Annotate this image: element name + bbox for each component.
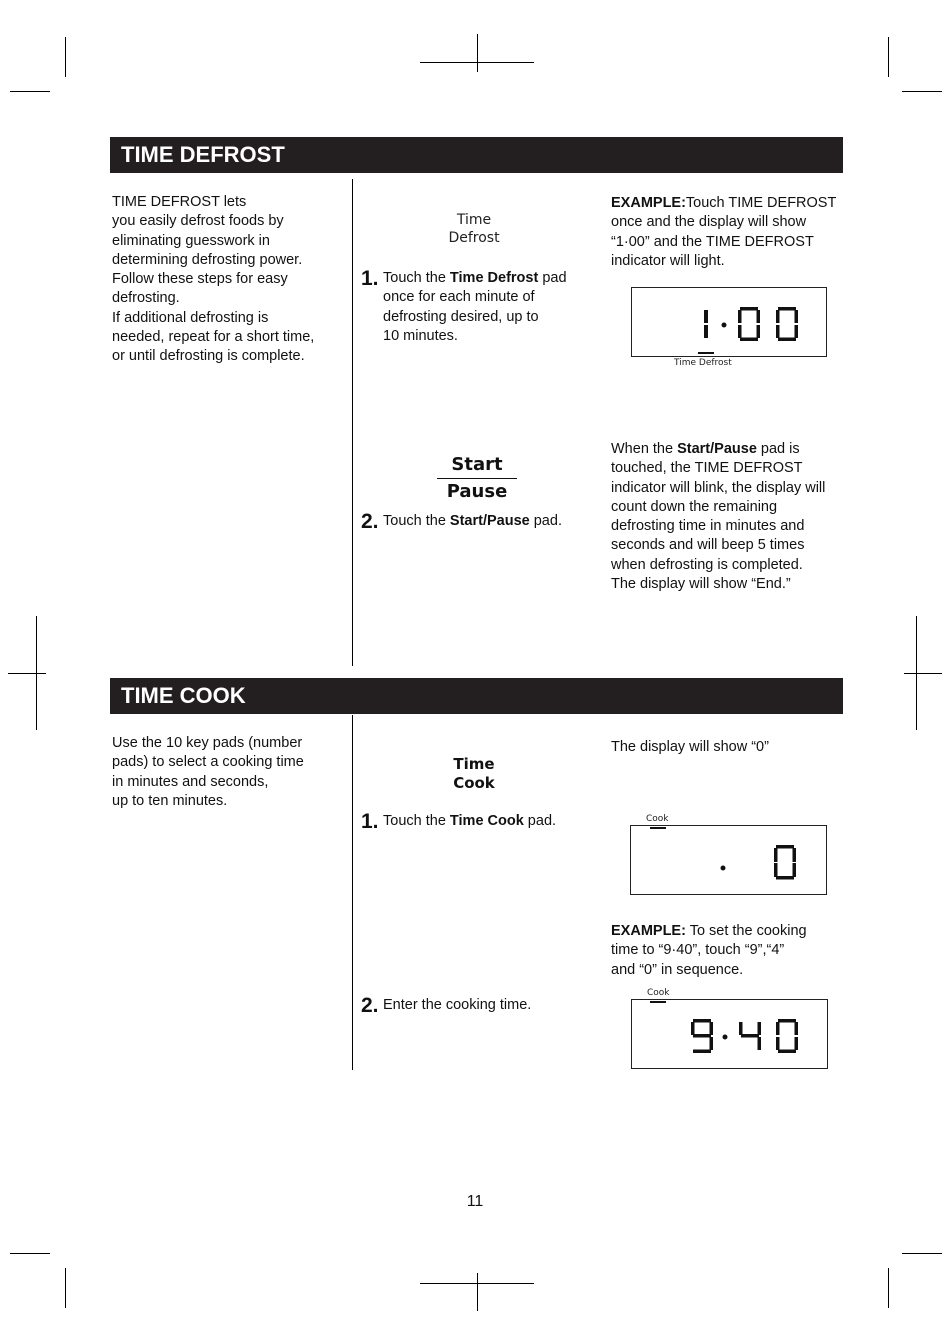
lcd-digits-9-40	[632, 1000, 827, 1068]
lcd-segment	[741, 1034, 759, 1038]
page-number: 11	[466, 1193, 484, 1210]
lcd-digits-1-00	[632, 288, 826, 356]
lcd-segment	[740, 338, 758, 342]
defrost-step-2: 2. Touch the Start/Pause pad.	[361, 510, 562, 533]
crop-mark	[477, 34, 478, 72]
crop-mark	[8, 673, 46, 674]
crop-mark	[65, 37, 66, 77]
defrost-example: EXAMPLE:Touch TIME DEFROST once and the display will show “1·00” and the TIME DEFROST indicator will light.	[611, 195, 837, 269]
lcd-display-cook-940	[631, 999, 828, 1069]
start-pause-pad: Start Pause	[437, 452, 517, 505]
crop-mark	[10, 1253, 50, 1254]
lcd-segment	[776, 1022, 780, 1035]
section-heading-time-defrost: TIME DEFROST	[110, 137, 843, 173]
cook-display-note: The display will show “0”	[611, 739, 769, 755]
lcd-segment	[778, 1050, 796, 1054]
lcd-segment	[776, 325, 780, 338]
indicator-cook: Cook	[647, 988, 670, 998]
lcd-display-cook-zero	[630, 825, 827, 895]
lcd-segment	[778, 307, 796, 311]
lcd-dot	[721, 866, 726, 871]
time-defrost-pad: Time Defrost	[448, 212, 500, 246]
lcd-segment	[778, 1019, 796, 1023]
lcd-segment	[778, 338, 796, 342]
cook-step-1: 1. Touch the Time Cook pad.	[361, 810, 557, 833]
lcd-segment	[795, 1037, 799, 1050]
lcd-segment	[693, 1034, 711, 1038]
lcd-digits-0	[631, 826, 826, 894]
lcd-segment	[757, 310, 761, 323]
crop-mark	[420, 1283, 534, 1284]
lcd-segment	[758, 1022, 762, 1035]
lcd-segment	[704, 310, 708, 323]
lcd-segment	[693, 1019, 711, 1023]
lcd-segment	[795, 310, 799, 323]
lcd-segment	[758, 1037, 762, 1050]
lcd-segment	[740, 307, 758, 311]
lcd-display-defrost	[631, 287, 827, 357]
indicator-bar	[698, 352, 714, 354]
defrost-step-1: 1. Touch the Time Defrost pad once for each minute of defrosting desired, up to 10 minutes.	[361, 267, 567, 344]
cook-example: EXAMPLE: To set the cooking time to “9·40”, touch “9”,“4” and “0” in sequence.	[611, 923, 807, 978]
lcd-segment	[738, 310, 742, 323]
lcd-segment	[757, 325, 761, 338]
defrost-countdown-note: When the Start/Pause pad is touched, the TIME DEFROST indicator will blink, the display will count down the remaining defrosting time in minutes and seconds and will beep 5 times when defrosting is completed. The display will show “End.”	[611, 441, 826, 593]
lcd-segment	[774, 848, 778, 862]
crop-mark	[888, 37, 889, 77]
lcd-segment	[739, 1022, 743, 1035]
section-heading-time-cook: TIME COOK	[110, 678, 843, 714]
lcd-segment	[776, 876, 794, 880]
crop-mark	[65, 1268, 66, 1308]
lcd-segment	[793, 848, 797, 862]
lcd-segment	[738, 325, 742, 338]
crop-mark	[888, 1268, 889, 1308]
indicator-cook: Cook	[646, 814, 669, 824]
lcd-segment	[795, 1022, 799, 1035]
lcd-segment	[795, 325, 799, 338]
lcd-segment	[710, 1022, 714, 1035]
crop-mark	[902, 1253, 942, 1254]
crop-mark	[10, 91, 50, 92]
column-divider	[352, 715, 353, 1070]
indicator-time-defrost: Time Defrost	[674, 358, 732, 368]
lcd-segment	[776, 1037, 780, 1050]
time-cook-pad: Time Cook	[453, 755, 495, 792]
defrost-intro: TIME DEFROST lets you easily defrost foods by eliminating guesswork in determining defrosting power. Follow these steps for easy defrosting. If additional defrosting is needed, repeat for a short time, or until defrosting is complete.	[112, 194, 315, 365]
lcd-dot	[722, 323, 727, 328]
lcd-segment	[776, 845, 794, 849]
lcd-segment	[693, 1050, 711, 1054]
crop-mark	[477, 1273, 478, 1311]
lcd-segment	[793, 863, 797, 877]
lcd-segment	[776, 310, 780, 323]
column-divider	[352, 179, 353, 666]
lcd-segment	[691, 1022, 695, 1035]
cook-step-2: 2. Enter the cooking time.	[361, 994, 532, 1017]
lcd-dot	[723, 1035, 728, 1040]
cook-intro: Use the 10 key pads (number pads) to select a cooking time in minutes and seconds, up to ten minutes.	[112, 735, 304, 809]
lcd-segment	[710, 1037, 714, 1050]
lcd-segment	[704, 325, 708, 338]
lcd-segment	[774, 863, 778, 877]
crop-mark	[904, 673, 942, 674]
crop-mark	[420, 62, 534, 63]
crop-mark	[902, 91, 942, 92]
